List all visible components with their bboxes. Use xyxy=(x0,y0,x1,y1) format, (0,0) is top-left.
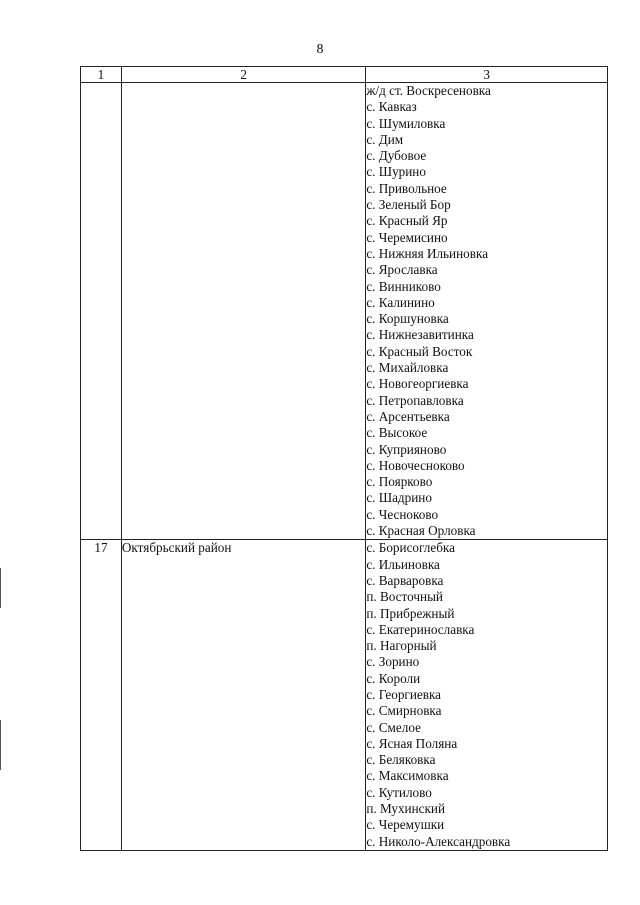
locality-item: с. Кутилово xyxy=(366,784,432,800)
locality-item: с. Дубовое xyxy=(366,148,427,164)
locality-item: с. Николо-Александровка xyxy=(366,833,511,849)
locality-item: с. Арсентьевка xyxy=(366,408,450,424)
locality-item: с. Новогеоргиевка xyxy=(366,376,469,392)
locality-item: с. Ильиновка xyxy=(366,556,440,572)
locality-item: с. Кавказ xyxy=(366,99,417,115)
margin-mark xyxy=(0,568,1,608)
locality-item: с. Калинино xyxy=(366,294,435,310)
locality-item: с. Зеленый Бор xyxy=(366,197,451,213)
locality-item: с. Ярославка xyxy=(366,262,438,278)
locality-item: с. Ясная Поляна xyxy=(366,735,458,751)
locality-item: с. Нижнезавитинка xyxy=(366,327,474,343)
locality-item: с. Георгиевка xyxy=(366,686,442,702)
locality-item: с. Чесноково xyxy=(366,506,439,522)
locality-item: с. Черемисино xyxy=(366,229,448,245)
locality-item: с. Куприяново xyxy=(366,441,447,457)
locality-item: с. Шумиловка xyxy=(366,115,446,131)
locality-item: с. Красная Орловка xyxy=(366,523,476,539)
locality-item: п. Мухинский xyxy=(366,801,446,817)
locality-item: с. Винниково xyxy=(366,278,441,294)
row-number xyxy=(81,83,122,540)
locality-item: с. Высокое xyxy=(366,425,428,441)
locality-item: с. Черемушки xyxy=(366,817,445,833)
table-row xyxy=(81,83,608,540)
locality-item: с. Шурино xyxy=(366,164,426,180)
locality-item: с. Поярково xyxy=(366,474,433,490)
page-number: 8 xyxy=(316,42,324,57)
locality-item: с. Шадрино xyxy=(366,490,432,506)
margin-mark xyxy=(0,720,1,770)
table-header-row xyxy=(81,67,608,83)
header-col-2: 2 xyxy=(121,67,365,83)
localities-cell xyxy=(366,83,608,540)
locality-item: п. Нагорный xyxy=(366,638,437,654)
locality-item: с. Нижняя Ильиновка xyxy=(366,245,489,261)
locality-item: с. Новочесноково xyxy=(366,457,465,473)
locality-item: с. Максимовка xyxy=(366,768,449,784)
locality-item: с. Михайловка xyxy=(366,360,449,376)
locality-item: с. Екатеринославка xyxy=(366,621,475,637)
row-number: 17 xyxy=(81,540,122,851)
locality-item: с. Привольное xyxy=(366,180,447,196)
locality-item: с. Дим xyxy=(366,131,404,147)
locality-item: с. Беляковка xyxy=(366,752,436,768)
locality-item: п. Восточный xyxy=(366,589,443,605)
locality-item: с. Красный Яр xyxy=(366,213,448,229)
locality-item: с. Зорино xyxy=(366,654,420,670)
locality-item: с. Коршуновка xyxy=(366,311,449,327)
locality-item: с. Петропавловка xyxy=(366,392,464,408)
locality-item: ж/д ст. Воскресеновка xyxy=(366,83,491,98)
locality-item: с. Красный Восток xyxy=(366,343,473,359)
district-name: Октябрьский район xyxy=(121,540,365,851)
locality-item: п. Прибрежный xyxy=(366,605,455,621)
locality-item: с. Варваровка xyxy=(366,572,444,588)
locality-item: с. Борисоглебка xyxy=(366,540,455,556)
header-col-3: 3 xyxy=(366,67,608,83)
header-col-1: 1 xyxy=(81,67,122,83)
district-name xyxy=(121,83,365,540)
localities-table xyxy=(80,66,608,851)
table-row xyxy=(81,540,608,851)
locality-item: с. Смирновка xyxy=(366,703,442,719)
locality-item: с. Короли xyxy=(366,670,421,686)
locality-item: с. Смелое xyxy=(366,719,421,735)
localities-cell xyxy=(366,540,608,851)
